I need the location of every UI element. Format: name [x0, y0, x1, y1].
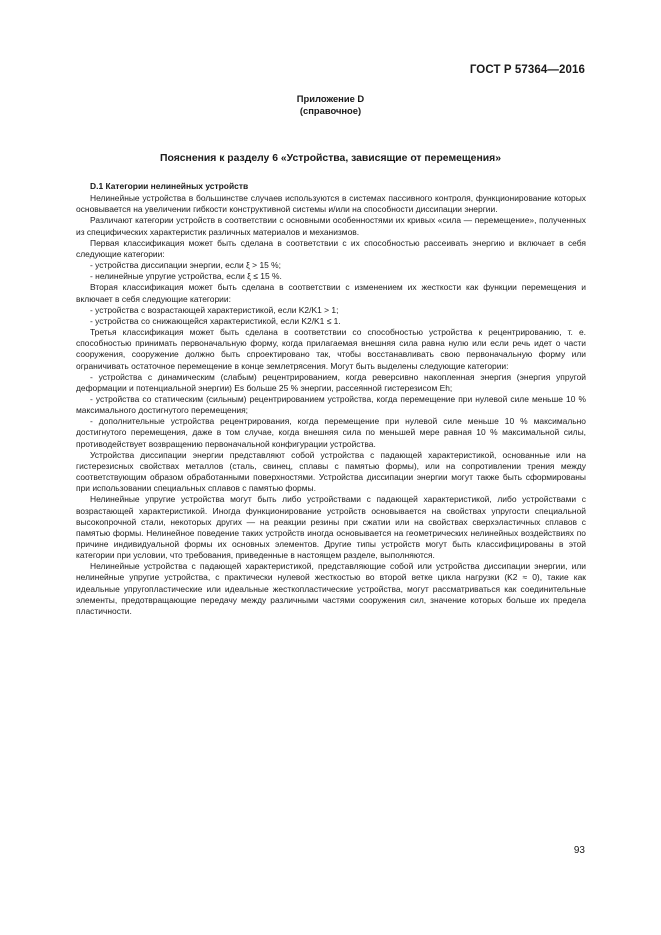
document-code: ГОСТ Р 57364—2016 — [469, 64, 585, 76]
page-number: 93 — [573, 845, 585, 856]
paragraph: Нелинейные упругие устройства могут быть либо устройствами с падающей характеристикой, либо устройствами с возрастающей характеристикой. Иногда функционирование устройств основывается на свойствах упругости специальной высокопрочной стали, некоторых других — на реакции резины при сжатии или на свойствах сверхэластичных сплавов с памятью формы. Нелинейное поведение таких устройств иногда основывается на геометрических нелинейных воздействиях по причине индивидуальной формы их основных элементов. Другие типы устройств могут быть классифицированы в этой категории при условии, что требования, приведенные в настоящем разделе, выполняются. — [76, 494, 586, 561]
list-item: - устройства со статическим (сильным) рецентрированием устройства, когда перемещение при нулевой силе меньше 10 % максимального достигнутого перемещения; — [76, 393, 586, 416]
paragraph: Нелинейные устройства в большинстве случаев используются в системах пассивного контроля, функционирование которых основывается на увеличении гибкости конструктивной системы и/или на способности диссипации энергии. — [76, 193, 586, 215]
paragraph: Нелинейные устройства с падающей характеристикой, представляющие собой или устройства диссипации энергии, или нелинейные упругие устройства, с практически нулевой жесткостью во второй ветке цикла нагрузки (K2 ≈ 0), такие как идеальные упругопластические или идеальные жесткопластические устройства, могут рассматриваться как соединительные элементы, предотвращающие передачу между различными частями сооружения сил, значение которых больше их предела пластичности. — [76, 561, 586, 616]
annex-heading — [0, 93, 661, 117]
list-item: - устройства с возрастающей характеристикой, если K2/K1 > 1; — [90, 304, 339, 315]
paragraph: Различают категории устройств в соответствии с основными особенностями их кривых «сила — перемещение», полученных из специфических характеристик различных материалов и механизмов. — [76, 215, 586, 237]
paragraph: Первая классификация может быть сделана в соответствии с их способностью рассеивать энергию и включает в себя следующие категории: — [76, 237, 586, 259]
paragraph: Вторая классификация может быть сделана в соответствии с изменением их жесткости как функции перемещения и включает в себя следующие категории: — [76, 282, 586, 304]
paragraph: Устройства диссипации энергии представляют собой устройства с падающей характеристикой, основанные или на гистерезисных свойствах металлов (сталь, свинец, сплавы с памятью формы), или на сопротивлении трения между соответствующим образом обработанными поверхностями. Устройства диссипации энергии могут также быть сформированы при использовании специальных сплавов с памятью формы. — [76, 449, 586, 494]
list-item: - устройства с динамическим (слабым) рецентрированием, когда реверсивно накопленная энергия (энергия упругой деформации и потенциальной энергии) Es больше 25 % энергии, рассеянной гистерезисом Eh; — [76, 371, 586, 393]
annex-subtitle: (справочное) — [299, 105, 362, 116]
list-item: - дополнительные устройства рецентрирования, когда перемещение при нулевой силе меньше 10 % максимально достигнутого перемещения, даже в том случае, когда внешняя сила по меньшей мере равная 10 % максимальной силы, противодействует возвращению первоначальной конфигурации устройства. — [76, 416, 586, 449]
section-title: Пояснения к разделу 6 «Устройства, зависящие от перемещения» — [160, 153, 501, 164]
list-item: - устройства диссипации энергии, если ξ > 15 %; — [90, 260, 282, 271]
document-body — [76, 181, 586, 617]
annex-title: Приложение D — [296, 93, 365, 104]
paragraph: Третья классификация может быть сделана в соответствии со способностью устройства к рецентрированию, т. е. способностью принимать первоначальную форму, когда прилагаемая внешняя сила равна нулю или если речь идет о части сооружения, сооружение должно быть спроектировано так, чтобы восстанавливать свою первоначальную форму или ограничивать остаточное перемещение в конце землетрясения. Могут быть выделены следующие категории: — [76, 327, 586, 371]
list-item: - устройства со снижающейся характеристикой, если K2/K1 ≤ 1. — [90, 315, 341, 326]
subsection-title: D.1 Категории нелинейных устройств — [90, 181, 249, 191]
list-item: - нелинейные упругие устройства, если ξ ≤ 15 %. — [90, 271, 282, 282]
